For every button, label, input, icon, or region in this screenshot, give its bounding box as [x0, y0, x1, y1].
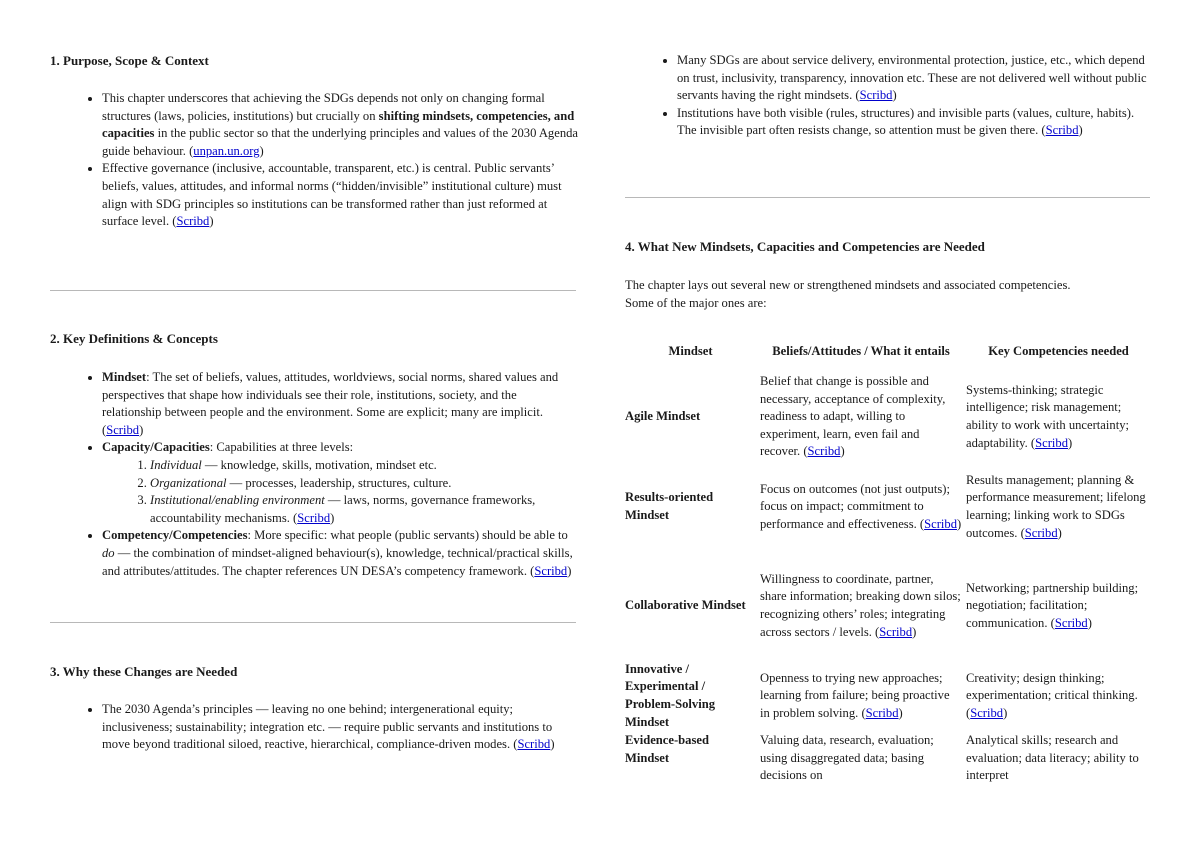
mindset-beliefs: Focus on outcomes (not just outputs); focus on impact; commitment to performance and effectiveness. (Scribd)	[760, 481, 962, 531]
source-link[interactable]: Scribd	[807, 444, 841, 459]
source-link[interactable]: Scribd	[879, 624, 913, 639]
list-item: • Effective governance (inclusive, accountable, transparent, etc.) is central. Public servants’ beliefs, values, attitudes, and informal norms (“hidden/invisible” institutional culture) must align with SDG principles so institutions can be transformed rather than just reformed at surface level. (Scribd)	[102, 160, 578, 230]
divider	[50, 622, 576, 623]
capacity-levels-list	[102, 457, 578, 527]
column-header-mindset: Mindset	[668, 344, 713, 359]
list-item: 3. Institutional/enabling environment — laws, norms, governance frameworks, accountability mechanisms. (Scribd)	[150, 492, 578, 527]
section-2-list	[50, 369, 578, 580]
source-link[interactable]: Scribd	[1045, 123, 1079, 138]
list-item: • Institutions have both visible (rules, structures) and invisible parts (values, culture, habits). The invisible part often resists change, so attention must be given there. (Scribd)	[677, 105, 1152, 140]
mindset-competencies: Systems-thinking; strategic intelligence; risk management; ability to work with uncertainty; adaptability. (Scribd)	[966, 382, 1129, 450]
source-link[interactable]: Scribd	[176, 214, 210, 229]
mindset-name: Collaborative Mindset	[625, 598, 746, 613]
divider	[50, 290, 576, 291]
list-item: 2. Organizational — processes, leadership, structures, culture.	[150, 475, 578, 493]
list-item: • Many SDGs are about service delivery, environmental protection, justice, etc., which depend on trust, inclusivity, transparency, innovation etc. These are not delivered well without public servants having the right mindsets. (Scribd)	[677, 52, 1152, 105]
list-item: • Capacity/Capacities: Capabilities at three levels: 1. Individual — knowledge, skills, motivation, mindset etc. 2. Organizational — processes, leadership, structures, culture. 3. Institutional/enabling environment — laws, norms, governance frameworks, accountability mechanisms. (Scribd)	[102, 439, 578, 527]
source-link[interactable]: Scribd	[106, 422, 140, 437]
source-link[interactable]: Scribd	[1054, 615, 1088, 630]
list-item: • Mindset: The set of beliefs, values, attitudes, worldviews, social norms, shared values and perspectives that shape how individuals see their role, institutions, society, and the relationship between people and the environment. Some are explicit; many are implicit. (Scribd)	[102, 369, 578, 439]
table-row	[623, 660, 1153, 732]
list-item: • This chapter underscores that achieving the SDGs depends not only on changing formal structures (laws, policies, institutions) but crucially on shifting mindsets, competencies, and capacities in the public sector so that the underlying principles and values of the 2030 Agenda guide behaviour. (unpan.un.org)	[102, 90, 578, 160]
table-row	[623, 732, 1153, 788]
mindset-beliefs: Willingness to coordinate, partner, share information; breaking down silos; recognizing others’ roles; integrating across sectors / levels. (Scribd)	[760, 571, 961, 639]
section-1-list	[50, 90, 578, 231]
source-link[interactable]: Scribd	[859, 88, 893, 103]
list-item: • Competency/Competencies: More specific: what people (public servants) should be able to do — the combination of mindset-aligned behaviour(s), knowledge, technical/practical skills, and attributes/attitudes. The chapter references UN DESA’s competency framework. (Scribd)	[102, 527, 578, 580]
mindset-name: Agile Mindset	[625, 409, 701, 424]
section-1-heading: 1. Purpose, Scope & Context	[50, 53, 209, 68]
mindset-competencies: Analytical skills; research and evaluation; data literacy; ability to interpret	[966, 733, 1139, 783]
section-3-list-b	[625, 52, 1152, 140]
list-item: 1. Individual — knowledge, skills, motivation, mindset etc.	[150, 457, 578, 475]
section-2-heading: 2. Key Definitions & Concepts	[50, 331, 218, 346]
column-header-competencies: Key Competencies needed	[988, 344, 1129, 359]
mindset-competencies: Networking; partnership building; negotiation; facilitation; communication. (Scribd)	[966, 580, 1139, 630]
table-row	[623, 462, 1153, 552]
divider	[625, 197, 1150, 198]
mindset-beliefs: Openness to trying new approaches; learning from failure; being proactive in problem solving. (Scribd)	[760, 670, 950, 720]
mindset-beliefs: Belief that change is possible and necessary, acceptance of complexity, readiness to adapt, willing to experiment, learn, even fail and recover. (Scribd)	[760, 374, 946, 459]
mindset-name: Results-oriented Mindset	[625, 490, 714, 522]
source-link[interactable]: Scribd	[1035, 435, 1069, 450]
source-link[interactable]: unpan.un.org	[193, 143, 260, 158]
table-row	[623, 372, 1153, 462]
mindset-competencies: Creativity; design thinking; experimentation; critical thinking. (Scribd)	[966, 670, 1138, 720]
source-link[interactable]: Scribd	[517, 737, 551, 752]
source-link[interactable]: Scribd	[865, 705, 899, 720]
source-link[interactable]: Scribd	[1024, 525, 1058, 540]
source-link[interactable]: Scribd	[534, 563, 568, 578]
mindset-name: Innovative / Experimental / Problem-Solving Mindset	[625, 661, 716, 729]
section-3-heading: 3. Why these Changes are Needed	[50, 664, 238, 679]
table-row	[623, 552, 1153, 660]
section-3-list-a	[50, 701, 578, 754]
mindset-beliefs: Valuing data, research, evaluation; using disaggregated data; basing decisions on	[760, 733, 934, 783]
source-link[interactable]: Scribd	[970, 705, 1004, 720]
mindsets-table	[623, 332, 1153, 788]
section-4-intro: The chapter lays out several new or strengthened mindsets and associated competencies. Some of the major ones are:	[625, 278, 1071, 310]
section-4-heading: 4. What New Mindsets, Capacities and Competencies are Needed	[625, 239, 985, 254]
mindset-competencies: Results management; planning & performance measurement; lifelong learning; linking work to SDGs outcomes. (Scribd)	[966, 472, 1146, 540]
source-link[interactable]: Scribd	[297, 510, 331, 525]
source-link[interactable]: Scribd	[924, 516, 957, 531]
table-header-row	[623, 332, 1153, 372]
column-header-beliefs: Beliefs/Attitudes / What it entails	[772, 344, 950, 359]
mindset-name: Evidence-based Mindset	[625, 733, 709, 765]
list-item: • The 2030 Agenda’s principles — leaving no one behind; intergenerational equity; inclusiveness; sustainability; integration etc. — require public servants and institutions to move beyond traditional siloed, reactive, hierarchical, compliance-driven modes. (Scribd)	[102, 701, 578, 754]
